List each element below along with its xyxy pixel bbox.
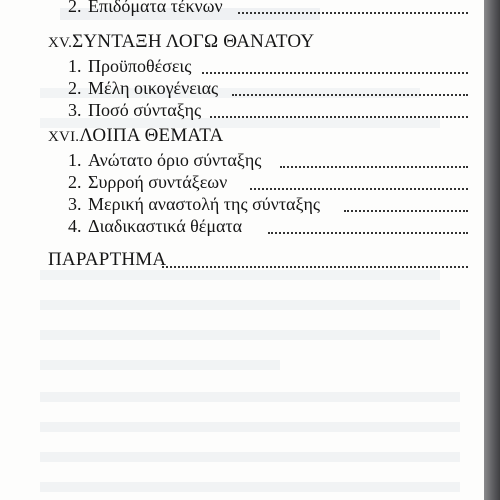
toc-entry xyxy=(0,54,470,78)
toc-entry-label: Ανώτατο όριο σύνταξης xyxy=(88,150,262,170)
toc-entry-number: 1. xyxy=(68,150,82,170)
toc-entry-number: 3. xyxy=(68,194,82,214)
book-spine-edge xyxy=(484,0,500,500)
section-roman-numeral: XVI. xyxy=(48,129,80,145)
dot-leader xyxy=(250,187,468,190)
section-title: ΛΟΙΠΑ ΘΕΜΑΤΑ xyxy=(79,125,224,146)
dot-leader xyxy=(202,71,468,74)
dot-leader xyxy=(238,11,468,14)
toc-entry xyxy=(0,170,470,194)
dot-leader xyxy=(210,115,468,118)
dot-leader xyxy=(268,231,468,234)
toc-entry-label: Μέλη οικογένειας xyxy=(88,78,219,98)
section-heading-xv xyxy=(48,30,314,55)
toc-entry xyxy=(0,76,470,100)
toc-entry-number: 1. xyxy=(68,56,82,76)
dot-leader xyxy=(232,93,468,96)
section-title: ΣΥΝΤΑΞΗ ΛΟΓΩ ΘΑΝΑΤΟΥ xyxy=(72,31,315,52)
toc-entry-label: Μερική αναστολή της σύνταξης xyxy=(88,194,321,214)
toc-entry-number: 2. xyxy=(68,172,82,192)
appendix-title: ΠΑΡΑΡΤΗΜΑ xyxy=(48,249,167,270)
dot-leader xyxy=(344,209,468,212)
toc-entry-number: 2. xyxy=(68,0,82,16)
toc-entry xyxy=(0,98,470,122)
toc-entry-number: 3. xyxy=(68,100,82,120)
appendix-leader-line xyxy=(0,248,470,272)
toc-entry xyxy=(0,192,470,216)
section-heading-xvi xyxy=(48,124,223,149)
dot-leader xyxy=(162,265,468,268)
toc-entry-label: Συρροή συντάξεων xyxy=(88,172,228,192)
toc-entry-label: Ποσό σύνταξης xyxy=(88,100,202,120)
toc-entry xyxy=(0,148,470,172)
toc-entry xyxy=(0,0,470,18)
toc-entry-label: Επιδόματα τέκνων xyxy=(88,0,223,16)
toc-entry-label: Διαδικαστικά θέματα xyxy=(88,216,243,236)
toc-entry-number: 2. xyxy=(68,78,82,98)
section-roman-numeral: XV. xyxy=(48,35,73,51)
dot-leader xyxy=(280,165,468,168)
toc-entry-label: Προϋποθέσεις xyxy=(88,56,192,76)
toc-entry-number: 4. xyxy=(68,216,82,236)
toc-entry xyxy=(0,214,470,238)
